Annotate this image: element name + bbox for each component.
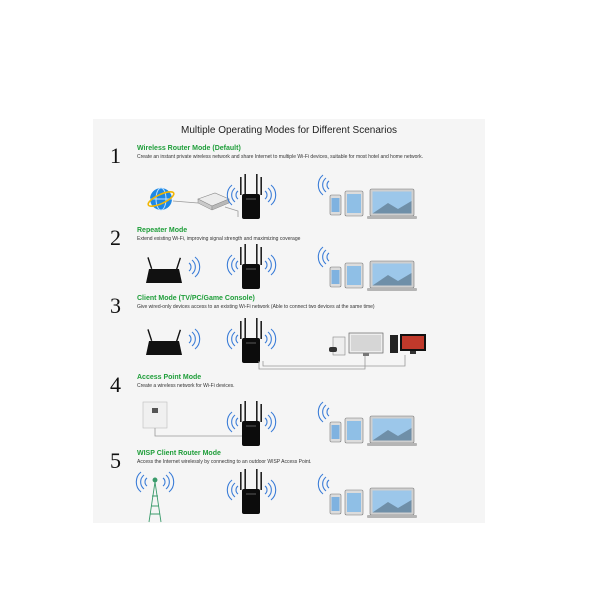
mode-4-scene bbox=[93, 388, 485, 458]
client-devices-icon bbox=[330, 261, 417, 291]
router-icon bbox=[146, 257, 182, 283]
client-devices-icon bbox=[330, 189, 417, 219]
wifi-signal-icon bbox=[265, 412, 276, 432]
cable bbox=[173, 201, 198, 203]
mode-description: Give wired-only devices access to an existing Wi-Fi network (Able to connect two devices at the same time) bbox=[137, 304, 375, 310]
wifi-signal-icon bbox=[227, 412, 238, 432]
wifi-signal-icon bbox=[318, 474, 329, 494]
cable bbox=[263, 355, 405, 366]
wifi-signal-icon bbox=[227, 480, 238, 500]
mode-number: 5 bbox=[110, 448, 121, 473]
mode-description: Access the Internet wirelessly by connecting to an outdoor WISP Access Point. bbox=[137, 459, 312, 465]
wisp-tower-icon bbox=[149, 478, 161, 522]
mode-number: 2 bbox=[110, 225, 121, 250]
mode-2-scene bbox=[93, 241, 485, 301]
repeater-icon bbox=[240, 318, 262, 363]
mode-title: Wireless Router Mode (Default) bbox=[137, 145, 241, 152]
wifi-signal-icon bbox=[189, 329, 200, 349]
wifi-signal-icon bbox=[318, 402, 329, 422]
mode-description: Create an instant private wireless network and share Internet to multiple Wi-Fi devices, suitable for most hotel and home network. bbox=[137, 154, 423, 160]
mode-title: Access Point Mode bbox=[137, 374, 202, 381]
wifi-signal-icon bbox=[265, 255, 276, 275]
wifi-signal-icon bbox=[265, 480, 276, 500]
wifi-signal-icon bbox=[227, 255, 238, 275]
mode-description: Create a wireless network for Wi-Fi devices. bbox=[137, 383, 235, 389]
diagram-title: Multiple Operating Modes for Different Scenarios bbox=[180, 125, 398, 136]
wifi-signal-icon bbox=[163, 472, 174, 492]
operating-modes-diagram bbox=[93, 119, 485, 523]
wifi-signal-icon bbox=[227, 185, 238, 205]
wifi-signal-icon bbox=[227, 329, 238, 349]
mode-title: Client Mode (TV/PC/Game Console) bbox=[137, 295, 255, 302]
mode-description: Extend existing Wi-Fi, improving signal strength and maximizing coverage bbox=[137, 236, 301, 242]
cable bbox=[225, 207, 238, 217]
repeater-icon bbox=[240, 401, 262, 446]
internet-globe-icon bbox=[146, 188, 175, 210]
modem-icon bbox=[198, 193, 229, 210]
desktop-pc-icon bbox=[390, 334, 426, 354]
wifi-signal-icon bbox=[189, 257, 200, 277]
wifi-signal-icon bbox=[318, 247, 329, 267]
client-devices-icon bbox=[330, 488, 417, 518]
mode-title: Repeater Mode bbox=[137, 227, 188, 234]
client-devices-icon bbox=[330, 416, 417, 446]
mode-3-scene bbox=[93, 309, 485, 379]
mode-number: 4 bbox=[110, 372, 121, 397]
mode-number: 3 bbox=[110, 293, 121, 318]
mode-1-scene bbox=[93, 165, 485, 235]
cable bbox=[259, 353, 365, 369]
repeater-icon bbox=[240, 469, 262, 514]
wifi-signal-icon bbox=[265, 185, 276, 205]
wifi-signal-icon bbox=[136, 472, 147, 492]
tv-icon bbox=[349, 333, 383, 356]
mode-5-scene bbox=[93, 466, 485, 528]
game-console-icon bbox=[329, 337, 345, 355]
repeater-icon bbox=[240, 244, 262, 289]
router-icon bbox=[146, 329, 182, 355]
mode-title: WISP Client Router Mode bbox=[137, 450, 221, 457]
mode-number: 1 bbox=[110, 143, 121, 168]
ethernet-wall-socket-icon bbox=[143, 402, 167, 428]
wifi-signal-icon bbox=[265, 329, 276, 349]
repeater-icon bbox=[240, 174, 262, 219]
wifi-signal-icon bbox=[318, 175, 329, 195]
